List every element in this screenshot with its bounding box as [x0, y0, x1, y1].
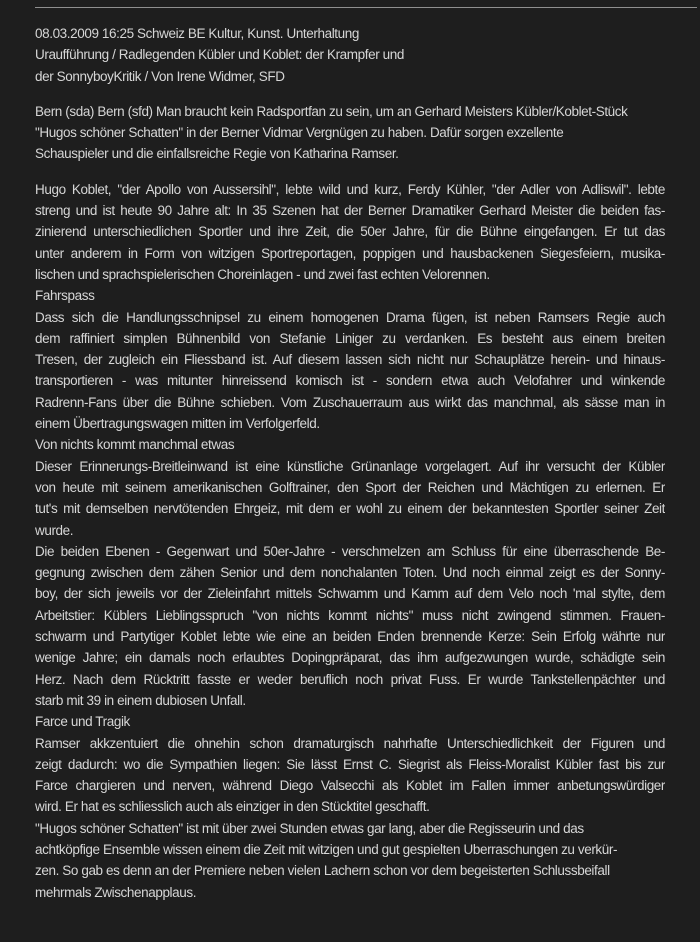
article-text-line: Farce und Tragik — [35, 714, 130, 730]
article-text-line: Ramser akkzentuiert die ohnehin schon dramaturgisch nahrhafte Unterschiedlichkeit der Figuren und — [35, 735, 665, 751]
article-title-line-1: Uraufführung / Radlegenden Kübler und Koblet: der Krampfer und — [35, 47, 404, 63]
article-text-line: Farce chargieren und nerven, während Diego Valsecchi als Koblet im Fallen immer anbetungswürdiger — [35, 778, 665, 794]
article-text-line: Tresen, der zugleich ein Fliessband ist. Auf diesem lassen sich nicht nur Schauplätze herein- und hinaus- — [35, 352, 665, 368]
article-text-line: Arbeitstier: Küblers Lieblingsspruch "von nichts kommt nichts" muss nicht zwingend stimmen. Frauen- — [35, 607, 665, 623]
article-text-line: "Hugos schöner Schatten" in der Berner Vidmar Vergnügen zu haben. Dafür sorgen exzellente — [35, 125, 564, 141]
article-text-line: Hugo Koblet, "der Apollo von Aussersihl", lebte wild und kurz, Ferdy Kühler, "der Adler von Adliswil". lebte — [35, 181, 665, 197]
article-text-line: zinierend unterschiedlichen Sportler und ihre Zeit, die 50er Jahre, für die Bühne eingefangen. Er tut das — [35, 224, 665, 240]
article-text-line: schwarm und Partytiger Koblet lebte wie eine an beiden Enden brennende Kerze: Sein Erfolg währte nur — [35, 629, 665, 645]
article-text-line: Radrenn-Fans über die Bühne schieben. Vom Zuschauerraum aus wirkt das manchmal, als sässe man in — [35, 394, 665, 410]
article-text-line: wird. Er hat es schliesslich auch als einziger in den Stücktitel geschafft. — [35, 799, 430, 815]
article-text-line: transportieren - was mitunter hinreissend komisch ist - sondern etwa auch Velofahrer und winkende — [35, 373, 665, 389]
article-text-line: "Hugos schöner Schatten" ist mit über zwei Stunden etwas gar lang, aber die Regisseurin und das — [35, 820, 584, 836]
article-text-line: gegnung zwischen dem zähen Senior und dem nonchalanten Toten. Und noch einmal zeigt es der Sonny- — [35, 565, 665, 581]
article-text-line: streng und ist heute 90 Jahre alt: In 35 Szenen hat der Berner Dramatiker Gerhard Meister die beiden fas- — [35, 203, 665, 219]
article-text-line: unter anderem in Form von witzigen Sportreportagen, poppigen und hausbackenen Siegesfeiern, musika- — [35, 245, 665, 261]
article-text-line: Die beiden Ebenen - Gegenwart und 50er-Jahre - verschmelzen am Schluss für eine überraschende Be- — [35, 543, 665, 559]
article-text-line: zeigt dadurch: wo die Sympathien liegen: Sie lässt Ernst C. Siegrist als Fleiss-Moralist Kübler fast bis zur — [35, 756, 665, 772]
article-text-line: mehrmals Zwischenapplaus. — [35, 884, 197, 900]
top-rule — [35, 7, 697, 8]
article-body — [35, 101, 665, 903]
article-text-line: achtköpfige Ensemble wissen einem die Zeit mit witzigen und gut gespielten Uberraschungen zu verkür- — [35, 841, 618, 857]
article-title-line-2: der SonnyboyKritik / Von Irene Widmer, SFD — [35, 68, 285, 84]
article-text-line: Schauspieler und die einfallsreiche Regie von Katharina Ramser. — [35, 146, 399, 162]
article-text-line: Herz. Nach dem Rücktritt fasste er weder beruflich noch privat Fuss. Er wurde Tankstellenpächter und — [35, 671, 665, 687]
article-dateline: 08.03.2009 16:25 Schweiz BE Kultur, Kunst. Unterhaltung — [35, 26, 359, 41]
article-content — [35, 23, 665, 903]
article-text-line: von heute mit seinem amerikanischen Golftrainer, den Sport der Reichen und Mächtigen zu erlernen. Er — [35, 479, 665, 495]
article-text-line: Bern (sda) Bern (sfd) Man braucht kein Radsportfan zu sein, um an Gerhard Meisters Kübler/Koblet-Stück — [35, 103, 628, 119]
article-text-line: boy, der sich jeweils vor der Zieleinfahrt mittels Schwamm und Kamm auf dem Velo noch 'mal stylte, dem — [35, 586, 665, 602]
article-text-line: Dass sich die Handlungsschnipsel zu einem homogenen Drama fügen, ist neben Ramsers Regie auch — [35, 309, 665, 325]
article-text-line: einem Übertragungswagen mitten im Verfolgerfeld. — [35, 416, 320, 432]
article-text-line: Fahrspass — [35, 288, 95, 304]
article-text-line: zen. So gab es denn an der Premiere neben vielen Lachern schon vor dem begeisterten Schlussbeifall — [35, 863, 610, 879]
article-text-line: lischen und sprachspielerischen Choreinlagen - und zwei fast echten Velorennen. — [35, 266, 490, 282]
paragraph-break — [35, 165, 665, 179]
article-text-line: starb mit 39 in einem dubiosen Unfall. — [35, 692, 246, 708]
article-text-line: wurde. — [35, 522, 74, 538]
article-text-line: Dieser Erinnerungs-Breitleinwand ist eine künstliche Grünanlage vorgelagert. Auf ihr versucht der Kübler — [35, 458, 665, 474]
paragraph-break — [35, 87, 665, 101]
article-text-line: tut's mit demselben nervtötenden Ehrgeiz, mit dem er wohl zu einem der bekanntesten Sportler seiner Zeit — [35, 501, 665, 517]
article-text-line: dem raffiniert simplen Bühnenbild von Stefanie Liniger zu verdanken. Es besteht aus einem breiten — [35, 330, 665, 346]
article-text-line: Von nichts kommt manchmal etwas — [35, 437, 235, 453]
article-text-line: wenige Jahre; ein damals noch erlaubtes Dopingpräparat, das ihm aufgezwungen wurde, schädigte sein — [35, 650, 665, 666]
